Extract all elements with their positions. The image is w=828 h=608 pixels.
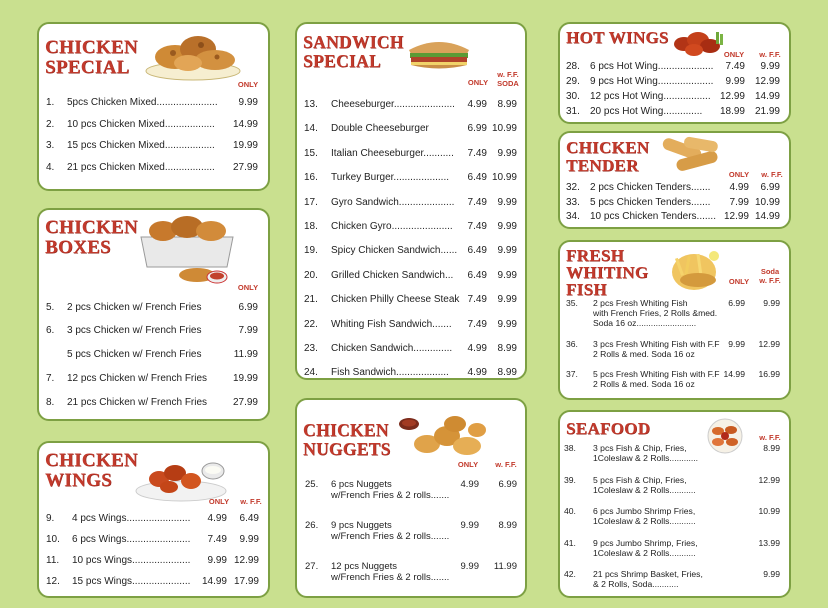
chicken-tenders-image — [654, 135, 726, 179]
item-name: 12 pcs Hot Wing................. — [590, 91, 711, 102]
menu-item-row — [297, 561, 525, 589]
item-name-line: 12 pcs Nuggets — [331, 561, 398, 572]
menu-item-row — [560, 298, 789, 332]
item-number: 26. — [305, 520, 319, 531]
item-name: 20 pcs Hot Wing.............. — [590, 106, 703, 117]
menu-item-row — [560, 443, 789, 467]
item-number: 34. — [566, 211, 580, 222]
item-number: 4. — [46, 161, 55, 173]
price-with-fries: 8.99 — [763, 443, 780, 453]
item-number: 27. — [305, 561, 319, 572]
item-number: 39. — [564, 474, 576, 485]
item-number: 9. — [46, 513, 55, 524]
col-header-only: ONLY — [457, 460, 479, 469]
menu-item-row — [560, 506, 789, 530]
item-description — [593, 506, 696, 526]
item-number: 25. — [305, 479, 319, 490]
col-header-wff: w. F.F. — [761, 170, 783, 179]
item-name: 9 pcs Hot Wing.................... — [590, 76, 714, 87]
item-name: 21 pcs Chicken Mixed.................. — [67, 161, 215, 173]
price-only: 12.99 — [719, 91, 745, 102]
item-name: 2 pcs Chicken Tenders....... — [590, 182, 711, 193]
item-number: 33. — [566, 196, 580, 208]
item-name: Chicken Philly Cheese Steak — [331, 294, 460, 306]
item-number: 28. — [566, 61, 580, 72]
item-number: 3. — [46, 140, 55, 151]
chicken-nuggets-card — [295, 398, 527, 598]
hot-wings-title: HOT WINGS — [566, 28, 669, 47]
price-with-fries: 9.99 — [760, 61, 780, 72]
col-header-wff: w. F.F. — [759, 50, 781, 59]
menu-item-row — [297, 123, 525, 137]
chicken-tender-card — [558, 131, 791, 229]
menu-item-row — [297, 245, 525, 259]
chicken-boxes-card — [37, 208, 270, 421]
price-with-fries: 12.99 — [758, 339, 780, 349]
item-number: 35. — [566, 298, 578, 308]
item-name: 6 pcs Hot Wing.................... — [590, 61, 714, 72]
price-only: 9.99 — [460, 520, 479, 531]
item-description — [331, 520, 449, 542]
price-only: 14.99 — [723, 369, 745, 379]
price-only: 4.99 — [207, 513, 227, 524]
menu-item-row — [297, 221, 525, 235]
menu-item-row — [560, 182, 789, 196]
item-name: 4 pcs Wings....................... — [72, 513, 191, 524]
price-only: 6.49 — [467, 245, 487, 257]
item-name: 10 pcs Wings..................... — [72, 555, 191, 566]
menu-item-row — [39, 302, 268, 316]
price-with-fries: 14.99 — [754, 211, 780, 222]
price-with-fries: 21.99 — [754, 106, 780, 117]
item-name: Gyro Sandwich.................... — [331, 196, 455, 208]
menu-item-row — [560, 339, 789, 373]
price-with-fries: 8.99 — [497, 343, 517, 354]
fresh-whiting-fish-title: FRESH WHITING FISH — [566, 246, 649, 299]
item-number: 11. — [46, 555, 60, 566]
menu-item-row — [297, 294, 525, 308]
menu-item-row — [39, 576, 268, 590]
item-name-line: 1Coleslaw & 2 Rolls........... — [593, 516, 696, 527]
item-number: 22. — [304, 318, 318, 330]
chicken-wings-title: CHICKEN WINGS — [45, 450, 138, 491]
chicken-wings-card — [37, 441, 270, 598]
price-with-fries: 9.99 — [497, 269, 517, 281]
item-name: 12 pcs Chicken w/ French Fries — [67, 373, 208, 384]
price-with-fries: 12.99 — [754, 76, 780, 87]
price-with-fries: 12.99 — [758, 474, 780, 485]
price-only: 7.49 — [467, 147, 487, 159]
item-number: 2. — [46, 118, 55, 130]
menu-item-row — [297, 343, 525, 357]
item-name: Turkey Burger.................... — [331, 172, 449, 184]
item-number: 15. — [304, 147, 318, 159]
item-name: 5 pcs Chicken w/ French Fries — [67, 349, 202, 360]
menu-item-row — [39, 162, 268, 176]
menu-item-row — [560, 369, 789, 400]
item-number: 40. — [564, 506, 576, 516]
col-header-wff-soda: w. F.F. SODA — [497, 70, 519, 88]
col-header-only: ONLY — [237, 80, 259, 89]
price-with-fries: 6.99 — [498, 479, 517, 490]
col-header-wff: w. F.F. — [240, 497, 262, 506]
item-name: Double Cheeseburger — [331, 123, 429, 135]
price-only: 11.99 — [233, 349, 258, 360]
item-name-line: 1Coleslaw & 2 Rolls........... — [593, 547, 696, 558]
price-with-fries: 11.99 — [493, 561, 517, 572]
item-number: 7. — [46, 373, 55, 384]
menu-item-row — [39, 555, 268, 569]
item-name: 21 pcs Chicken w/ French Fries — [67, 397, 208, 408]
item-number: 38. — [564, 443, 576, 453]
item-description — [593, 369, 720, 389]
price-only: 12.99 — [723, 211, 749, 222]
price-only: 7.99 — [729, 196, 749, 208]
item-number: 6. — [46, 325, 55, 336]
item-number: 5. — [46, 302, 55, 313]
price-with-fries: 6.99 — [760, 182, 780, 193]
item-name-line: 21 pcs Shrimp Basket, Fries, — [593, 569, 703, 579]
item-name: 15 pcs Wings..................... — [72, 576, 191, 587]
price-only: 7.49 — [467, 221, 487, 232]
item-number: 23. — [304, 343, 318, 354]
price-only: 19.99 — [232, 140, 258, 151]
item-number: 32. — [566, 182, 580, 193]
item-number: 1. — [46, 97, 55, 108]
hot-wings-image — [668, 26, 726, 60]
menu-item-row — [560, 475, 789, 499]
menu-item-row — [297, 367, 525, 380]
item-description — [593, 443, 698, 463]
price-only: 6.99 — [728, 298, 745, 308]
chicken-special-title: CHICKEN SPECIAL — [45, 37, 138, 78]
seafood-card — [558, 410, 791, 598]
chicken-nuggets-image — [397, 410, 489, 460]
menu-item-row — [560, 211, 789, 225]
price-with-fries: 6.49 — [239, 513, 259, 524]
item-number: 31. — [566, 106, 580, 117]
menu-item-row — [297, 520, 525, 548]
price-with-fries: 9.99 — [497, 221, 517, 232]
item-name-line: 5 pcs Fish & Chip, Fries, — [593, 474, 687, 485]
price-with-fries: 9.99 — [497, 245, 517, 257]
price-only: 14.99 — [201, 576, 227, 587]
item-name-line: & 2 Rolls, Soda........... — [593, 579, 679, 590]
item-description — [331, 479, 449, 501]
item-name: Spicy Chicken Sandwich...... — [331, 245, 458, 257]
item-description — [593, 569, 703, 589]
price-with-fries: 9.99 — [497, 294, 517, 306]
item-name-line: 3 pcs Fish & Chip, Fries, — [593, 443, 687, 453]
price-only: 9.99 — [460, 561, 479, 572]
col-header-only: ONLY — [208, 497, 230, 506]
col-header-wff: w. F.F. — [759, 433, 781, 442]
price-only: 18.99 — [719, 106, 745, 117]
item-number: 36. — [566, 339, 578, 349]
item-name-line: 1Coleslaw & 2 Rolls............ — [593, 453, 699, 464]
hot-wings-card — [558, 22, 791, 124]
col-header-only: ONLY — [728, 277, 750, 286]
chicken-wings-image — [133, 449, 229, 503]
price-with-fries: 8.99 — [497, 99, 517, 110]
item-name-line: w/French Fries & 2 rolls....... — [331, 531, 450, 543]
price-only: 4.99 — [467, 367, 487, 379]
item-name-line: 2 pcs Fresh Whiting Fish — [593, 298, 688, 308]
item-description — [593, 298, 717, 328]
menu-item-row — [297, 197, 525, 211]
menu-item-row — [560, 197, 789, 211]
item-name-line: w/French Fries & 2 rolls....... — [331, 572, 450, 584]
price-with-fries: 9.99 — [763, 298, 780, 308]
price-with-fries: 9.99 — [497, 318, 517, 330]
item-number: 21. — [304, 294, 318, 306]
menu-item-row — [39, 534, 268, 548]
price-with-fries: 10.99 — [758, 506, 780, 516]
price-with-fries: 9.99 — [239, 534, 259, 545]
menu-item-row — [560, 61, 789, 75]
price-with-fries: 8.99 — [497, 367, 517, 379]
item-name: 10 pcs Chicken Mixed.................. — [67, 118, 215, 130]
item-name-line: 3 pcs Fresh Whiting Fish with F.F — [593, 339, 720, 349]
item-name-line: 6 pcs Nuggets — [331, 479, 392, 490]
price-only: 27.99 — [232, 161, 258, 173]
item-description — [593, 475, 696, 495]
item-number: 30. — [566, 91, 580, 102]
sandwich-special-card — [295, 22, 527, 380]
price-only: 7.49 — [467, 196, 487, 208]
price-only: 4.99 — [467, 99, 487, 110]
item-number: 29. — [566, 76, 580, 87]
item-number: 16. — [304, 172, 318, 184]
price-only: 7.49 — [467, 318, 487, 330]
item-name-line: 9 pcs Nuggets — [331, 520, 392, 531]
price-with-fries: 10.99 — [491, 172, 517, 184]
item-description — [593, 538, 698, 558]
menu-item-row — [560, 538, 789, 562]
menu-item-row — [39, 397, 268, 411]
item-name: Grilled Chicken Sandwich... — [331, 269, 454, 281]
item-name-line: 6 pcs Jumbo Shrimp Fries, — [593, 506, 696, 516]
price-with-fries: 14.99 — [754, 91, 780, 102]
price-only: 6.99 — [467, 123, 487, 135]
item-number: 13. — [304, 99, 318, 110]
col-header-wff: w. F.F. — [495, 460, 517, 469]
col-header-soda-wff: Soda w. F.F. — [759, 267, 781, 285]
menu-item-row — [39, 373, 268, 387]
col-header-only: ONLY — [467, 78, 489, 87]
menu-item-row — [297, 172, 525, 186]
fried-chicken-plate-image — [143, 27, 243, 81]
price-with-fries: 10.99 — [491, 123, 517, 135]
item-number: 24. — [304, 367, 318, 379]
price-only: 7.99 — [238, 325, 258, 336]
chicken-boxes-title: CHICKEN BOXES — [45, 217, 138, 258]
price-only: 19.99 — [232, 373, 258, 384]
item-number: 18. — [304, 221, 318, 232]
item-name: Cheeseburger...................... — [331, 99, 455, 110]
menu-item-row — [39, 119, 268, 133]
item-number: 12. — [46, 576, 60, 587]
item-name-line: 2 Rolls & med. Soda 16 oz — [593, 379, 695, 390]
chicken-special-card — [37, 22, 270, 191]
sandwich-image — [405, 32, 473, 72]
menu-item-row — [39, 140, 268, 154]
menu-item-row — [39, 97, 268, 111]
item-name: Whiting Fish Sandwich....... — [331, 318, 452, 330]
chicken-box-image — [135, 213, 241, 289]
col-header-only: ONLY — [237, 283, 259, 292]
price-with-fries: 8.99 — [498, 520, 517, 531]
item-number: 8. — [46, 397, 55, 408]
menu-item-row — [560, 569, 789, 593]
price-with-fries: 13.99 — [758, 537, 780, 548]
item-name-line: 9 pcs Jumbo Shrimp, Fries, — [593, 537, 698, 548]
price-only: 4.99 — [467, 343, 487, 354]
item-number: 20. — [304, 269, 318, 281]
price-only: 14.99 — [232, 118, 258, 130]
price-only: 9.99 — [238, 97, 258, 108]
item-number: 17. — [304, 196, 318, 208]
price-only: 9.99 — [725, 76, 745, 87]
price-with-fries: 9.99 — [497, 196, 517, 208]
price-only: 7.49 — [207, 534, 227, 545]
menu-item-row — [39, 325, 268, 339]
item-number: 10. — [46, 534, 60, 545]
item-name: Chicken Gyro...................... — [331, 221, 453, 232]
seafood-title: SEAFOOD — [566, 419, 651, 438]
price-only: 6.49 — [467, 269, 487, 281]
menu-item-row — [39, 349, 268, 363]
item-number: 37. — [566, 369, 578, 379]
item-name-line: with French Fries, 2 Rolls &med. — [593, 308, 718, 319]
price-with-fries: 9.99 — [497, 147, 517, 159]
item-name: Fish Sandwich................... — [331, 367, 449, 379]
item-number: 14. — [304, 123, 318, 135]
menu-item-row — [39, 513, 268, 527]
item-name-line: 5 pcs Fresh Whiting Fish with F.F — [593, 369, 720, 379]
price-with-fries: 16.99 — [758, 369, 780, 379]
col-header-only: ONLY — [728, 170, 750, 179]
item-name: 3 pcs Chicken w/ French Fries — [67, 325, 202, 336]
item-name-line: Soda 16 oz......................... — [593, 318, 697, 329]
menu-item-row — [560, 76, 789, 90]
item-name: Italian Cheeseburger........... — [331, 147, 454, 159]
item-name: 10 pcs Chicken Tenders....... — [590, 211, 716, 222]
item-name-line: 2 Rolls & med. Soda 16 oz — [593, 349, 695, 360]
price-only: 4.99 — [729, 182, 749, 193]
sandwich-special-title: SANDWICH SPECIAL — [303, 32, 404, 71]
price-only: 9.99 — [207, 555, 227, 566]
menu-item-row — [297, 319, 525, 333]
item-name-line: 1Coleslaw & 2 Rolls........... — [593, 484, 696, 495]
item-name-line: w/French Fries & 2 rolls....... — [331, 490, 450, 502]
menu-item-row — [297, 270, 525, 284]
price-only: 9.99 — [728, 339, 745, 349]
fish-and-fries-image — [668, 244, 724, 294]
price-only: 7.49 — [725, 61, 745, 72]
price-only: 6.99 — [238, 302, 258, 313]
price-only: 27.99 — [232, 397, 258, 408]
menu-item-row — [560, 106, 789, 120]
chicken-tender-title: CHICKEN TENDER — [566, 138, 650, 175]
chicken-nuggets-title: CHICKEN NUGGETS — [303, 420, 391, 459]
item-name: Chicken Sandwich.............. — [331, 343, 453, 354]
price-with-fries: 17.99 — [233, 576, 259, 587]
item-name: 15 pcs Chicken Mixed.................. — [67, 140, 215, 151]
item-description — [593, 339, 720, 359]
item-description — [331, 561, 449, 583]
price-only: 4.99 — [460, 479, 479, 490]
item-number: 42. — [564, 569, 576, 579]
menu-item-row — [297, 99, 525, 113]
item-name: 5pcs Chicken Mixed...................... — [67, 97, 218, 108]
item-number: 41. — [564, 537, 576, 548]
menu-item-row — [297, 148, 525, 162]
price-only: 7.49 — [467, 294, 487, 306]
col-header-only: ONLY — [723, 50, 745, 59]
menu-item-row — [297, 479, 525, 507]
price-with-fries: 9.99 — [763, 569, 780, 579]
item-name: 6 pcs Wings....................... — [72, 534, 191, 545]
price-only: 6.49 — [467, 172, 487, 184]
price-with-fries: 12.99 — [233, 555, 259, 566]
item-number: 19. — [304, 245, 318, 257]
menu-item-row — [560, 91, 789, 105]
price-with-fries: 10.99 — [754, 196, 780, 208]
item-name: 5 pcs Chicken Tenders....... — [590, 196, 711, 208]
fresh-whiting-fish-card — [558, 240, 791, 400]
item-name: 2 pcs Chicken w/ French Fries — [67, 302, 202, 313]
